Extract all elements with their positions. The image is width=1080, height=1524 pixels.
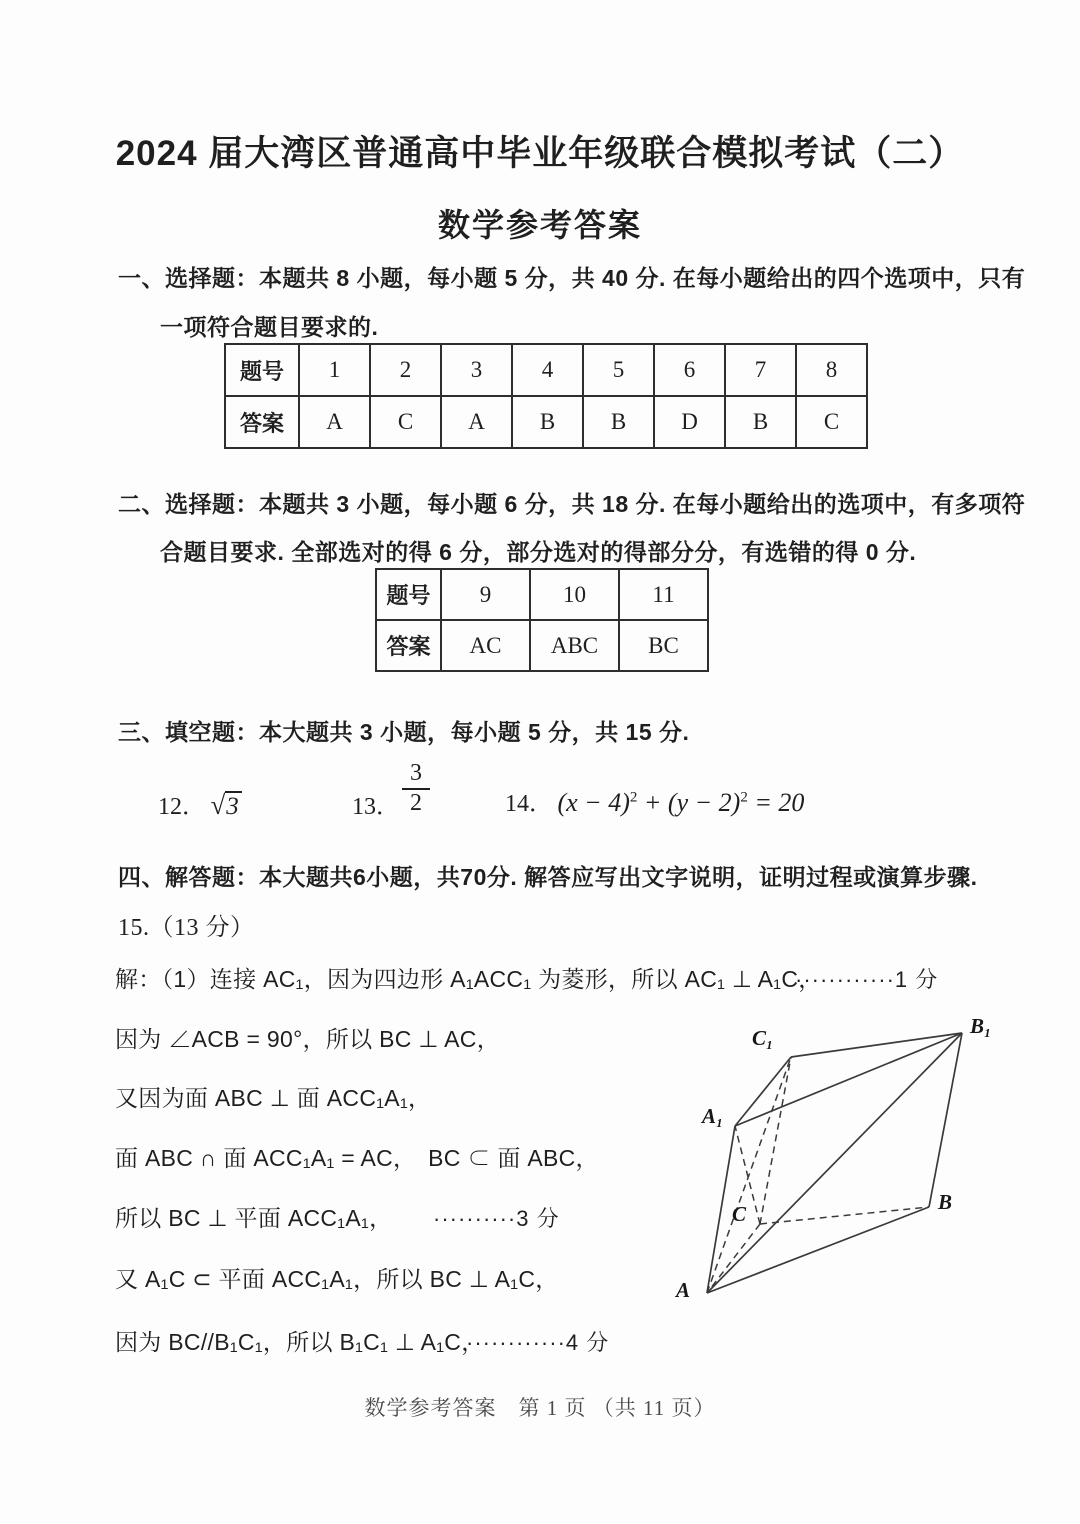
- answer-q14: [505, 783, 804, 818]
- table-cell: AC: [441, 620, 530, 671]
- table-cell: A: [441, 396, 512, 448]
- table-cell: BC: [619, 620, 708, 671]
- solution-line: 解：（1）连接 AC₁，因为四边形 A₁ACC₁ 为菱形，所以 AC₁ ⊥ A₁C，: [115, 966, 822, 992]
- score-marker: ············4 分: [466, 1330, 610, 1355]
- solution-line: 又 A₁C ⊂ 平面 ACC₁A₁，所以 BC ⊥ A₁C，: [115, 1266, 559, 1292]
- solution-line: 因为 BC//B₁C₁，所以 B₁C₁ ⊥ A₁C，: [115, 1329, 485, 1355]
- solution-line: 又因为面 ABC ⊥ 面 ACC₁A₁，: [115, 1085, 432, 1111]
- table-cell: A: [299, 396, 370, 448]
- vertex-label-a1: A₁: [702, 1104, 724, 1128]
- table-cell: ABC: [530, 620, 619, 671]
- table-cell: B: [725, 396, 796, 448]
- table-cell: 8: [796, 344, 867, 396]
- fraction-numerator: 3: [410, 760, 422, 786]
- vertex-label-a: A: [676, 1278, 691, 1302]
- q14-number: 14．: [505, 791, 553, 817]
- prism-figure-svg: [660, 1010, 1020, 1320]
- question15-label: 15.（13 分）: [118, 915, 255, 941]
- table-row: [225, 344, 867, 396]
- exam-title: 2024 届大湾区普通高中毕业年级联合模拟考试（二）: [115, 134, 965, 173]
- table-cell: 题号: [225, 344, 299, 396]
- table-cell: C: [370, 396, 441, 448]
- section2-heading-line1: 二、选择题：本题共 3 小题，每小题 6 分，共 18 分. 在每小题给出的选项中，有多项符: [118, 491, 1026, 517]
- q14-equation: $(x - 4)^2 + (y - 2)^2 = 20$: [557, 788, 805, 817]
- table-cell: D: [654, 396, 725, 448]
- solution-line: 因为 ∠ACB = 90°，所以 BC ⊥ AC，: [115, 1026, 501, 1052]
- section3-heading: 三、填空题：本大题共 3 小题，每小题 5 分，共 15 分.: [118, 719, 690, 745]
- table-cell: 7: [725, 344, 796, 396]
- answer-table-multi-choice: [375, 568, 709, 672]
- solution-line: 面 ABC ∩ 面 ACC₁A₁ = AC， BC ⊂ 面 ABC，: [115, 1145, 599, 1171]
- vertex-label-c1: C₁: [752, 1026, 774, 1050]
- answer-key-subtitle: 数学参考答案: [437, 207, 642, 243]
- section2-heading-line2: 合题目要求. 全部选对的得 6 分，部分选对的得部分分，有选错的得 0 分.: [160, 539, 917, 565]
- table-cell: 答案: [225, 396, 299, 448]
- q13-fraction: [402, 760, 430, 817]
- answer-table-single-choice: [224, 343, 868, 449]
- table-row: [376, 569, 708, 620]
- table-cell: C: [796, 396, 867, 448]
- section1-heading-line1: 一、选择题：本题共 8 小题，每小题 5 分，共 40 分. 在每小题给出的四个选项中，只有: [118, 265, 1026, 291]
- table-cell: 6: [654, 344, 725, 396]
- vertex-label-c: C: [732, 1202, 747, 1226]
- q13-number: 13．: [352, 794, 400, 820]
- vertex-label-b1: B₁: [970, 1014, 992, 1038]
- table-cell: 9: [441, 569, 530, 620]
- section1-heading-line2: 一项符合题目要求的.: [160, 314, 379, 340]
- score-marker: ············1 分: [795, 967, 939, 992]
- page-footer: 数学参考答案 第 1 页 （共 11 页）: [364, 1396, 716, 1420]
- table-cell: 10: [530, 569, 619, 620]
- answer-q12: [158, 786, 242, 821]
- table-cell: 答案: [376, 620, 441, 671]
- table-cell: 题号: [376, 569, 441, 620]
- sqrt-sign: √: [210, 790, 226, 820]
- table-row: [376, 620, 708, 671]
- section4-heading: 四、解答题：本大题共6小题，共70分. 解答应写出文字说明，证明过程或演算步骤.: [118, 864, 978, 890]
- vertex-label-b: B: [938, 1190, 953, 1214]
- table-cell: 1: [299, 344, 370, 396]
- table-cell: B: [583, 396, 654, 448]
- q12-value: √3: [210, 793, 241, 820]
- score-marker: ··········3 分: [433, 1206, 560, 1231]
- prism-solid-edges: [707, 1033, 962, 1293]
- table-cell: B: [512, 396, 583, 448]
- table-row: [225, 396, 867, 448]
- q13-number-wrap: [352, 786, 400, 821]
- table-cell: 2: [370, 344, 441, 396]
- table-cell: 5: [583, 344, 654, 396]
- table-cell: 4: [512, 344, 583, 396]
- solution-line: 所以 BC ⊥ 平面 ACC₁A₁，: [115, 1205, 393, 1231]
- table-cell: 3: [441, 344, 512, 396]
- table-cell: 11: [619, 569, 708, 620]
- fraction-denominator: 2: [402, 788, 430, 818]
- prism-figure: [660, 1010, 1020, 1320]
- q12-number: 12．: [158, 794, 206, 820]
